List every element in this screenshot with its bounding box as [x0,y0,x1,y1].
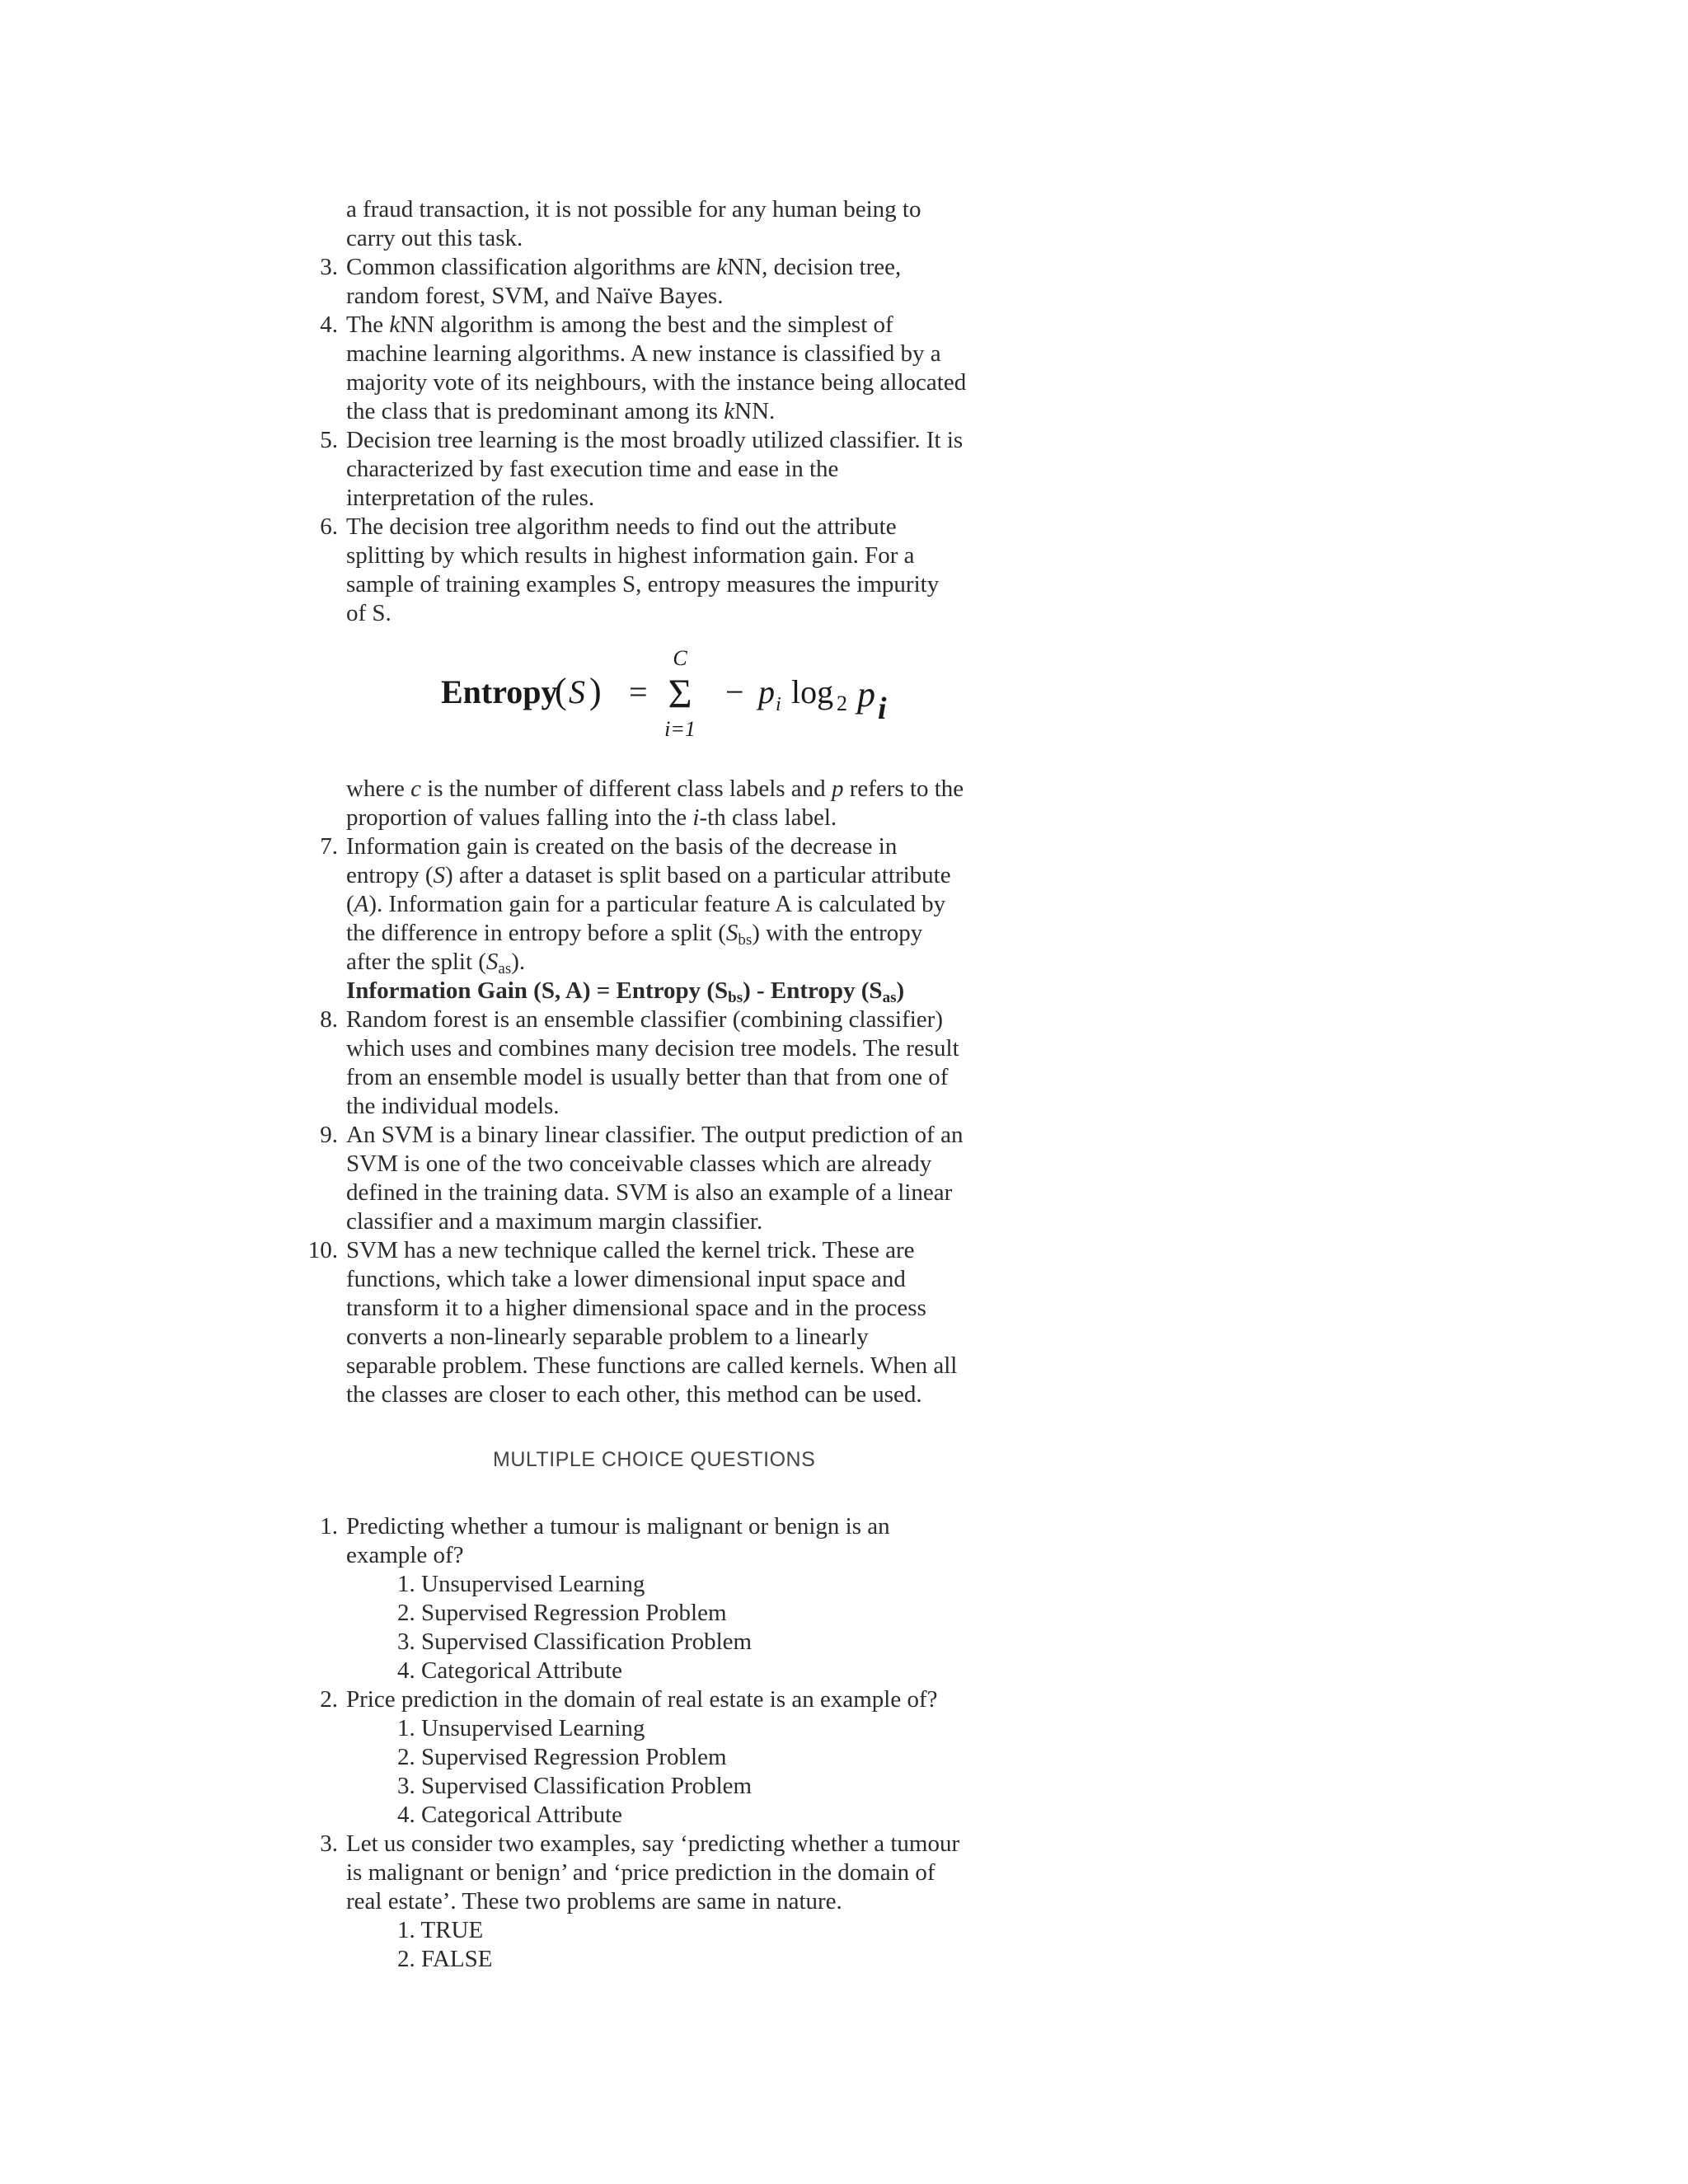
text-line: characterized by fast execution time and ease in the [346,456,839,482]
formula-equals: = [629,673,648,710]
text-line: proportion of values falling into the i-th class label. [346,804,837,831]
text-line: entropy (S) after a dataset is split based on a particular attribute [346,862,951,888]
text-line: sample of training examples S, entropy measures the impurity [346,571,940,598]
formula-sigma: Σ [668,670,692,716]
summary-item-10 [346,1236,1022,1409]
answer-option: 2. FALSE [397,1946,493,1972]
text-line: the individual models. [346,1093,560,1119]
formula-open-paren: ( [555,671,567,711]
answer-option: 2. Supervised Regression Problem [397,1744,727,1770]
answer-option: 4. Categorical Attribute [397,1657,623,1684]
formula-arg: S [569,673,585,710]
text-line: real estate’. These two problems are same in nature. [346,1888,842,1915]
text-line: the difference in entropy before a split $(S_{bs})$ with the entropy [346,920,923,949]
text-line: the class that is predominant among its kNN. [346,398,776,424]
text-line: transform it to a higher dimensional space and in the process [346,1295,926,1321]
item-number: 5. [320,427,338,453]
text-line: Price prediction in the domain of real estate is an example of? [346,1686,938,1713]
text-line: (A). Information gain for a particular feature A is calculated by [346,891,946,917]
formula-p2-subscript: i [878,691,887,726]
summary-item-4 [346,311,1022,426]
formula-explanation [346,775,1022,832]
text-line: the classes are closer to each other, this method can be used. [346,1381,922,1408]
question-3 [346,1830,1022,1916]
formula-p: p [758,673,775,710]
question-1 [346,1512,1022,1570]
text-line: An SVM is a binary linear classifier. The output prediction of an [346,1122,964,1148]
item-number: 10. [307,1237,338,1263]
summary-item-7 [346,832,1022,1005]
formula-sum-lower: i=1 [664,717,696,741]
text-line: SVM is one of the two conceivable classes which are already [346,1151,932,1177]
item-number: 3. [320,254,338,280]
question-1-options [397,1570,752,1685]
question-2-options [397,1714,752,1830]
item-number: 8. [320,1006,338,1033]
formula-entropy-label: Entropy [441,673,558,710]
answer-option: 1. Unsupervised Learning [397,1571,645,1597]
formula-close-paren: ) [589,671,602,711]
text-line: Random forest is an ensemble classifier (combining classifier) [346,1006,943,1033]
text-line: The kNN algorithm is among the best and the simplest of [346,312,893,338]
text-line: after the split $(S_{as})$. [346,949,526,977]
text-line: from an ensemble model is usually better than that from one of [346,1064,949,1090]
text-line: interpretation of the rules. [346,485,595,511]
text-line: defined in the training data. SVM is also an example of a linear [346,1179,953,1206]
item-number: 9. [320,1122,338,1148]
intro-paragraph [346,195,1022,253]
information-gain-formula: Information Gain (S, A) = Entropy $(S_{bs})$ - Entropy $(S_{as})$ [346,977,905,1006]
question-2 [346,1685,1022,1714]
formula-minus: − [725,673,744,710]
question-number: 3. [320,1830,338,1857]
entropy-formula [441,643,919,750]
text-line: The decision tree algorithm needs to find out the attribute [346,513,897,540]
question-number: 2. [320,1686,338,1713]
item-number: 7. [320,833,338,860]
text-line: random forest, SVM, and Naïve Bayes. [346,283,724,309]
formula-log-base: 2 [837,691,847,715]
summary-item-6 [346,513,1022,628]
item-number: 6. [320,513,338,540]
text-line: splitting by which results in highest information gain. For a [346,542,915,569]
answer-option: 1. TRUE [397,1917,484,1943]
answer-option: 3. Supervised Classification Problem [397,1629,753,1655]
question-3-options [397,1916,492,1974]
text-line: where c is the number of different class labels and p refers to the [346,776,964,802]
text-line: majority vote of its neighbours, with the instance being allocated [346,369,967,396]
text-line: classifier and a maximum margin classifier. [346,1208,763,1235]
answer-option: 3. Supervised Classification Problem [397,1773,753,1799]
summary-item-5 [346,426,1022,513]
section-heading: MULTIPLE CHOICE QUESTIONS [493,1448,816,1471]
formula-sum-upper: C [673,646,687,670]
text-line: Let us consider two examples, say ‘predicting whether a tumour [346,1830,960,1857]
text-line: which uses and combines many decision tree models. The result [346,1035,959,1062]
answer-option: 4. Categorical Attribute [397,1802,623,1828]
text-line: of S. [346,600,392,626]
formula-p-subscript: i [776,694,781,715]
summary-item-9 [346,1121,1022,1236]
question-number: 1. [320,1513,338,1540]
text-line: Common classification algorithms are kNN, decision tree, [346,254,902,280]
text-line: Decision tree learning is the most broadly utilized classifier. It is [346,427,964,453]
text-line: SVM has a new technique called the kernel trick. These are [346,1237,915,1263]
formula-p2: p [857,674,875,715]
text-line: machine learning algorithms. A new instance is classified by a [346,340,941,367]
formula-log: log [791,673,834,710]
summary-item-3 [346,253,1022,311]
text-line: separable problem. These functions are called kernels. When all [346,1352,958,1379]
text-line: converts a non-linearly separable problem to a linearly [346,1324,869,1350]
summary-item-8 [346,1005,1022,1121]
text-line: Predicting whether a tumour is malignant or benign is an [346,1513,890,1540]
item-number: 4. [320,312,338,338]
text-line: a fraud transaction, it is not possible for any human being to [346,196,921,223]
text-line: example of? [346,1542,464,1568]
text-line: carry out this task. [346,225,523,251]
text-line: functions, which take a lower dimensional input space and [346,1266,906,1292]
text-line: Information gain is created on the basis of the decrease in [346,833,898,860]
text-line: is malignant or benign’ and ‘price prediction in the domain of [346,1859,935,1886]
answer-option: 2. Supervised Regression Problem [397,1600,727,1626]
answer-option: 1. Unsupervised Learning [397,1715,645,1741]
